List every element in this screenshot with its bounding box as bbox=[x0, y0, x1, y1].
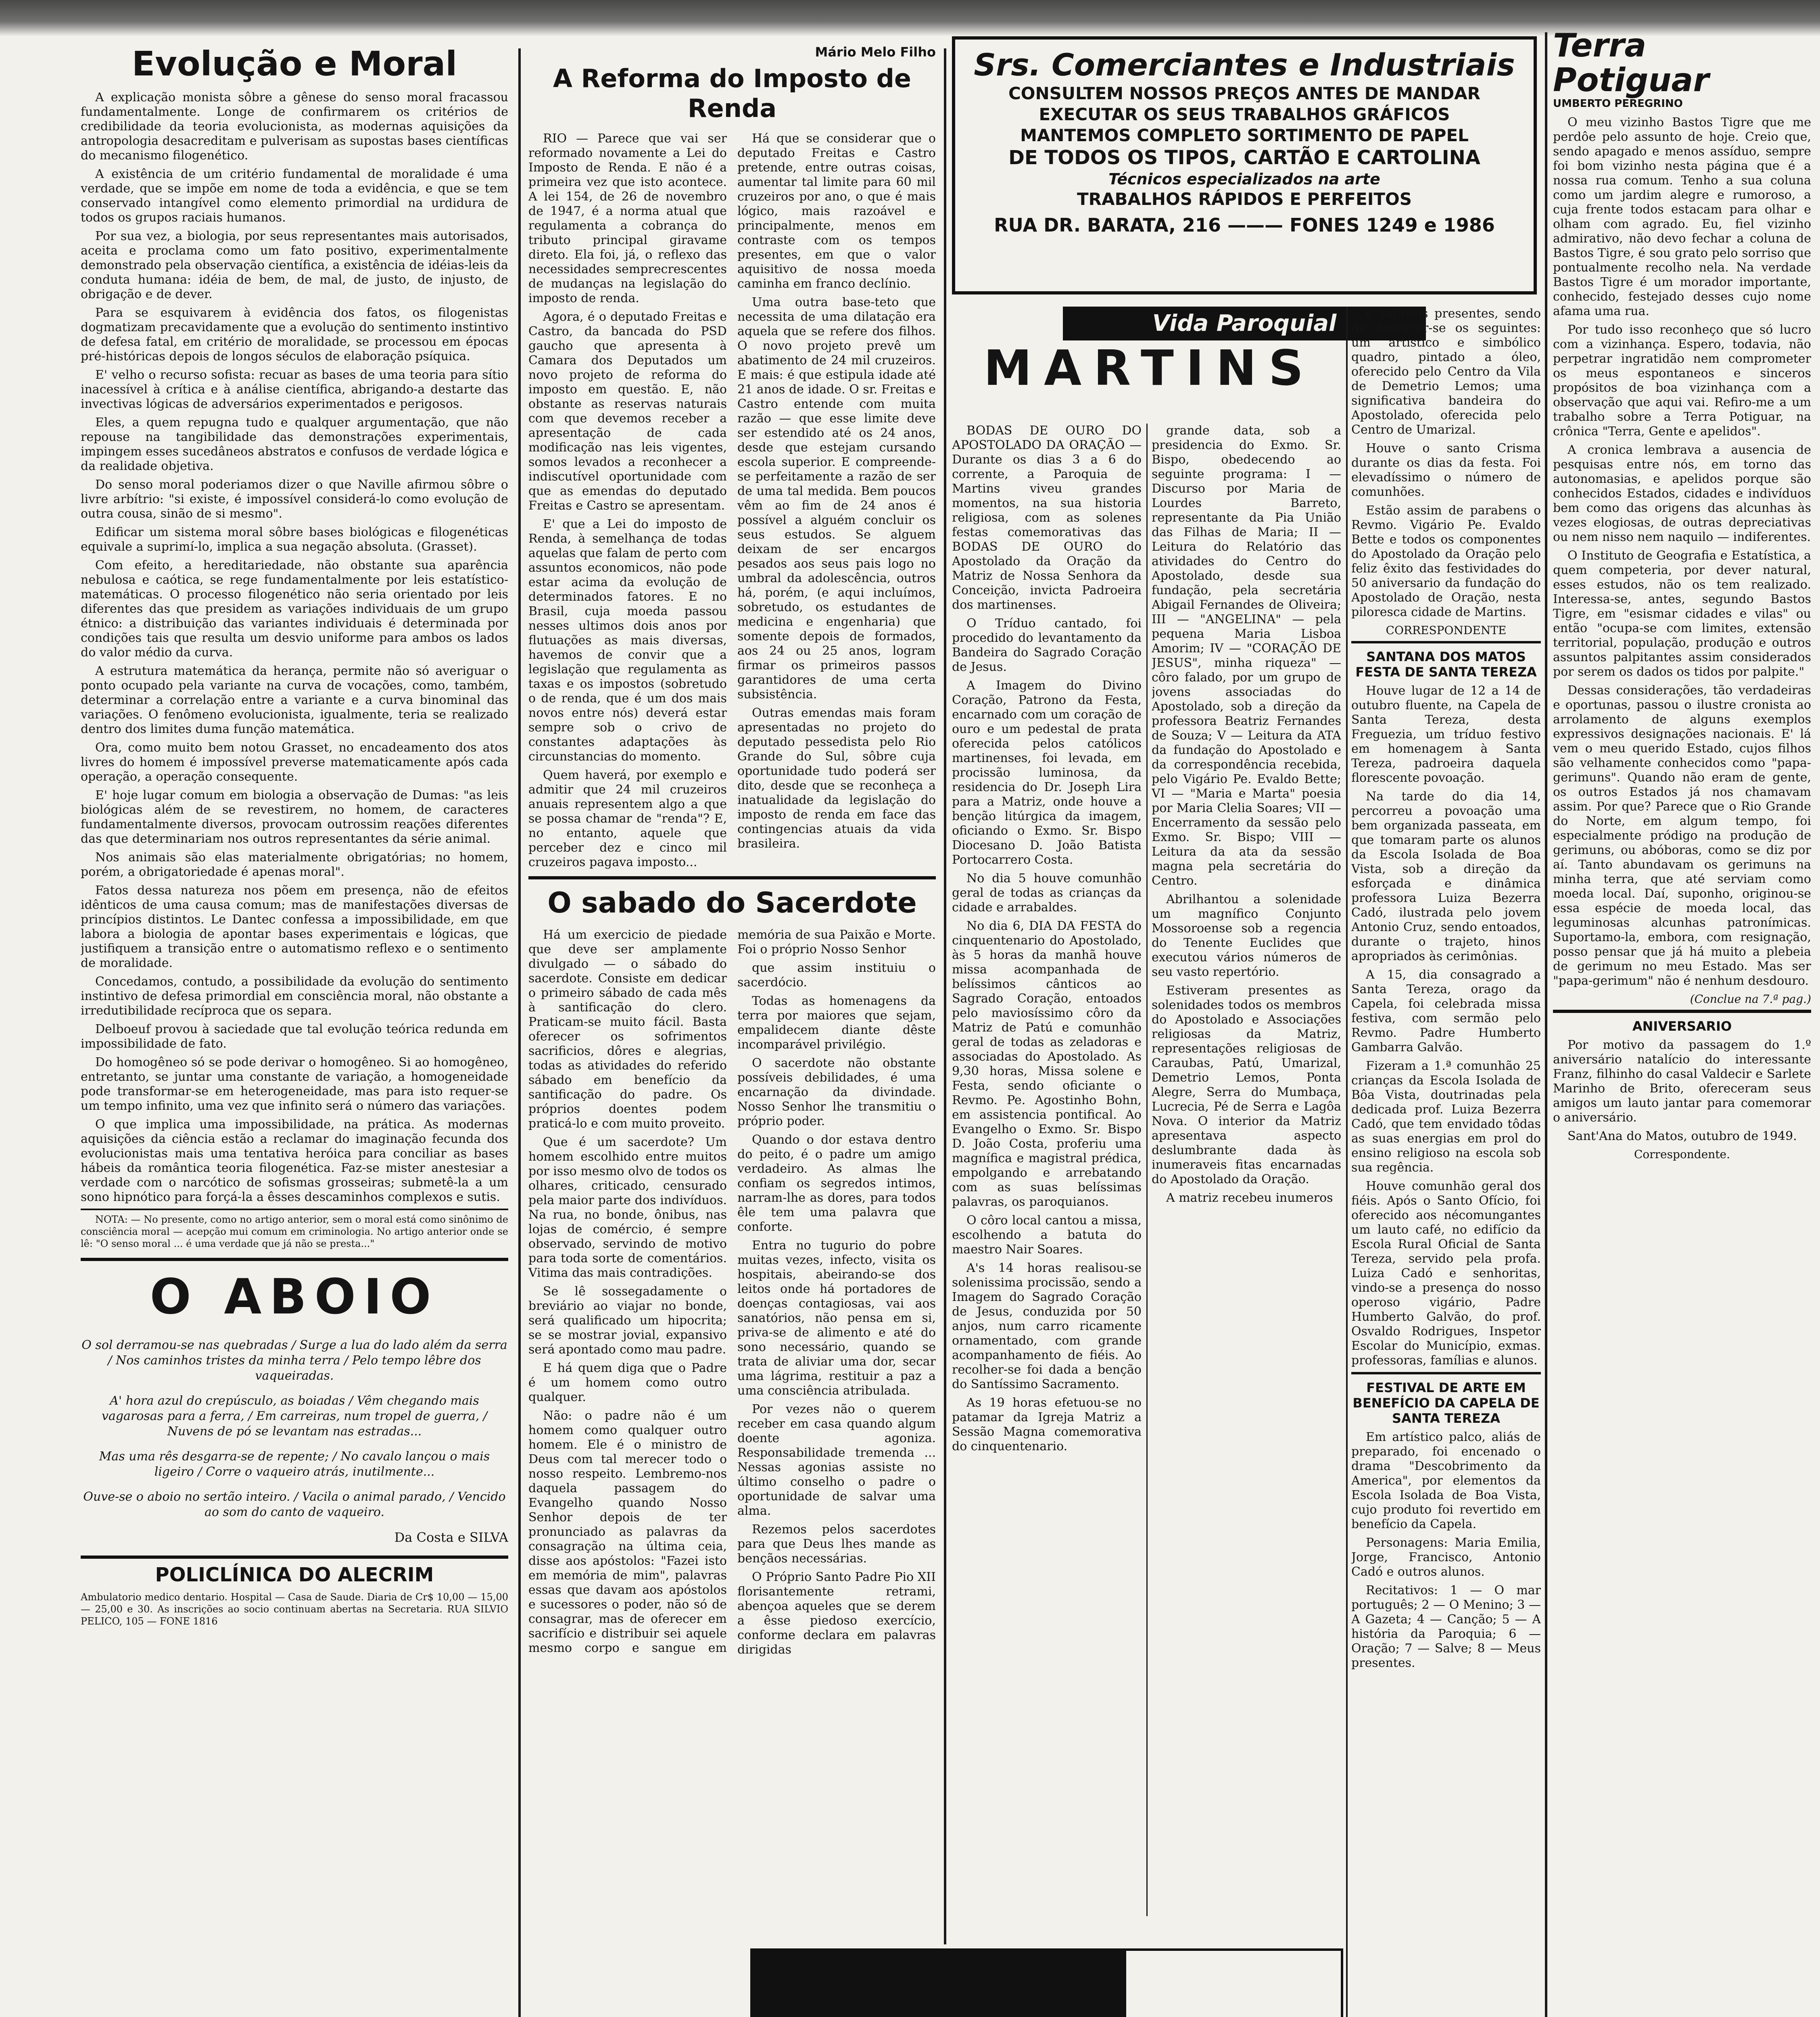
article-title-terra-potiguar: Terra Potiguar bbox=[1553, 28, 1709, 99]
paragraph: O sol derramou-se nas quebradas / Surge a lua do lado além da serra / Nos caminhos tristes da minha terra / Pelo tempo lêbre dos vaqueiradas. bbox=[81, 1338, 507, 1383]
paragraph: Na tarde do dia 14, percorreu a povoação uma bem organizada passeata, em que tomaram parte os alunos da Escola Isolada de Boa Vista, sob a direção da esforçada e dinâmica professora Luiza Bezerra Cadó, ilustrada pelo jovem Antonio Cruz, sendo entoados, durante o trajeto, hinos apropriados às cerimônias. bbox=[1351, 789, 1541, 963]
poem-author: Da Costa e SILVA bbox=[394, 1530, 508, 1545]
paragraph: Nos animais são elas materialmente obrigatórias; no homem, porém, a obrigatoriedade é apenas moral". bbox=[81, 850, 508, 879]
ad-separator: ——— bbox=[1227, 214, 1290, 236]
article-title-evolucao: Evolução e Moral bbox=[131, 44, 457, 84]
paragraph: E' velho o recurso sofista: recuar as bases de uma teoria para sítio inacessível à crítica e à análise científica, abrigando-a destarte das invectivas lógicas de adversários experimentados e perigosos. bbox=[81, 368, 508, 411]
paragraph: Que é um sacerdote? Um homem escolhido entre muitos por isso mesmo olvo de todos os olhares, criticado, censurado pela maior parte dos indivíduos. Na rua, no bonde, ônibus, nas lojas de comércio, é sempre observado, servindo de motivo para toda sorte de comentários. Vitima das mais contradições. bbox=[528, 1135, 727, 1280]
article-body-sabado bbox=[528, 928, 936, 1658]
byline-umberto: UMBERTO PEREGRINO bbox=[1553, 98, 1683, 110]
ad-line: Técnicos especializados na arte bbox=[1108, 170, 1380, 188]
paragraph: A matriz recebeu inumeros bbox=[1166, 1191, 1333, 1205]
article-title-aniversario: ANIVERSARIO bbox=[1632, 1019, 1732, 1034]
paragraph: Outras emendas mais foram apresentadas no projeto do deputado pessedista pelo Rio Grande do Sul, sôbre cuja oportunidade tudo poderá ser dito, desde que se reconheça a inatualidade da legislação do imposto de renda em face das contingencias atuais da vida brasileira. bbox=[737, 706, 936, 851]
paragraph: E' que a Lei do imposto de Renda, à semelhança de todas aquelas que falam de perto com assuntos economicos, não pode estar acima da evolução de determinados fatores. E no Brasil, cuja moeda passou nesses ultimos dois anos por flutuações as mais diversas, havemos de convir que a legislação que regulamenta as taxas e os impostos (sobretudo o de renda, que é um dos mais novos entre nós) deverá estar sempre sob o crivo de constantes adaptações às circunstancias do momento. bbox=[528, 517, 727, 764]
ad-address: RUA DR. BARATA, 216 bbox=[994, 214, 1221, 236]
paragraph: Agora, é o deputado Freitas e Castro, da bancada do PSD gaucho que apresenta à Camara dos Deputados um novo projeto de reforma do imposto em questão. E, não obstante as reservas naturais com que devemos receber a apresentação de cada modificação nas leis vigentes, somos levados a reconhecer a indiscutível oportunidade com que as emendas do deputado Freitas e Castro se apresentam. bbox=[528, 310, 727, 513]
paragraph: Rezemos pelos sacerdotes para que Deus lhes mande as bençãos necessárias. bbox=[737, 1522, 936, 1566]
masthead-strip bbox=[0, 0, 1820, 36]
article-body-festival bbox=[1351, 1430, 1541, 1670]
paragraph: Se lê sossegadamente o breviário ao viajar no bonde, será qualificado um hipocrita; se se mostrar jovial, expansivo será apontado como mau padre. bbox=[528, 1284, 727, 1357]
paragraph: O que implica uma impossibilidade, na prática. As modernas aquisições da ciência estão a reclamar do imaginação fecunda dos evolucionistas mais uma tentativa heróica para conciliar as bases hábeis da romântica teoria filogenética. Faz-se mister anestesiar a verdade com o narcótico de sofismas grosseiras; submetê-la a um sono hipnótico para forçá-la a êsses descaminhos complexos e sutis. bbox=[81, 1117, 508, 1204]
paragraph: Ora, como muito bem notou Grasset, no encadeamento dos atos livres do homem é impossível preverse matematicamente após cada operação, a operação consequente. bbox=[81, 741, 508, 784]
paragraph: A's 14 horas realisou-se solenissima procissão, sendo a Imagem do Sagrado Coração de Jesus, conduzida por 50 anjos, num carro ricamente ornamentado, com grande acompanhamento de fiéis. Ao recolher-se foi dada a benção do Santíssimo Sacramento. bbox=[952, 1261, 1142, 1391]
ad-phones: FONES 1249 e 1986 bbox=[1289, 214, 1495, 236]
divider bbox=[1351, 1372, 1541, 1374]
divider bbox=[81, 1556, 508, 1559]
paragraph: A estrutura matemática da herança, permite não só averiguar o ponto ocupado pela variante na curva de vocações, como, também, determinar a correlação entre a variante e a curva binominal das variações. O fenômeno evolucionista, igualmente, teria se realizado dentro dos limites duma função matemática. bbox=[81, 664, 508, 736]
paragraph: O meu vizinho Bastos Tigre que me perdôe pelo assunto de hoje. Creio que, sendo apagado e menos assíduo, sempre foi bom vizinho nesta página que é a nossa rua comum. Tenho a sua coluna como um jardim alegre e rumoroso, a cuja frente todos estacam para olhar e olham com agrado. Eu, fiel vizinho admirativo, não devo fechar a coluna de Bastos Tigre, é sou grato pelo sorriso que pontualmente recolho nela. Na verdade Bastos Tigre é um morador importante, conhecido, festejado desses cujo nome afama uma rua. bbox=[1553, 115, 1811, 318]
paragraph: Todas as homenagens da terra por maiores que sejam, empalidecem diante dêste incomparável privilégio. bbox=[737, 994, 936, 1052]
paragraph: Houve lugar de 12 a 14 de outubro fluente, na Capela de Santa Tereza, desta Freguezia, um tríduo festivo em homenagem à Santa Tereza, padroeira daquela florescente povoação. bbox=[1351, 684, 1541, 785]
paragraph: Por sua vez, a biologia, por seus representantes mais autorisados, aceita e proclama como um fato positivo, experimentalmente demonstrado pela observação científica, a existência de idéias-leis da conduta humana: idéia de bem, de mal, de justo, de injusto, de obrigação e de dever. bbox=[81, 229, 508, 301]
paragraph: grande data, sob a presidencia do Exmo. Sr. Bispo, obedecendo ao seguinte programa: I — Discurso por Maria de Lourdes Barreto, representante da Pia União das Filhas de Maria; II — Leitura do Relatório das atividades do Centro do Apostolado, desde sua fundação, pela secretária Abigail Fernandes de Oliveira; III — "ANGELINA" — pela pequena Maria Lisboa Amorim; IV — "CORAÇÃO DE JESUS", minha riqueza" — côro falado, por um grupo de jovens associadas do Apostolado, sob a direção da professora Beatriz Fernandes de Souza; V — Leitura da ATA da fundação do Apostolado e da correspondência recebida, pelo Vigário Pe. Evaldo Bette; VI — "Maria e Marta" poesia por Maria Clelia Soares; VII — Encerramento da sessão pelo Exmo. Sr. Bispo; VIII — Leitura da ata da sessão magna pela secretária do Centro. bbox=[1152, 424, 1341, 888]
paragraph: Por vezes não o querem receber em casa quando algum doente agoniza. Responsabilidade tremenda ... Nessas agonias assiste no último conselho o padre o oportunidade de salvar uma alma. bbox=[737, 1402, 936, 1518]
paragraph: A 15, dia consagrado a Santa Tereza, orago da Capela, foi celebrada missa festiva, com sermão pelo Revmo. Padre Humberto Gambarra Galvão. bbox=[1351, 968, 1541, 1054]
paragraph: Por motivo da passagem do 1.º aniversário natalício do interessante Franz, filhinho do casal Valdecir e Sarlete Marinho de Brito, ofereceram seus amigos um lauto jantar para comemorar o aniversário. bbox=[1553, 1038, 1811, 1125]
ad-pomada-minancora bbox=[750, 1948, 1343, 2017]
divider bbox=[1553, 1010, 1811, 1013]
paragraph: Houve o santo Crisma durante os dias da festa. Foi elevadíssimo o número de comunhões. bbox=[1351, 441, 1541, 499]
paragraph: Por tudo isso reconheço que só lucro com a vizinhança. Espero, todavia, não perpetrar ingratidão nem comprometer os meus espontaneos e sinceros propósitos de boa vizinhança com a observação que aqui vai. Refiro-me a um trabalho sobre a Terra Potiguar, na crônica "Terra, Gente e apelidos". bbox=[1553, 323, 1811, 438]
paragraph: E' hoje lugar comum em biologia a observação de Dumas: "as leis biológicas além de se revestirem, no homem, de caracteres fundamentalmente diversos, provocam outrossim reações diferentes das que determinariam nos outros representantes da série animal. bbox=[81, 788, 508, 846]
paragraph: O Próprio Santo Padre Pio XII florisantemente retrami, abençoa aqueles que se derem a êsse piedoso exercício, conforme declara em palavras dirigidas bbox=[737, 1570, 936, 1657]
column-c bbox=[1351, 307, 1541, 2017]
paragraph: Edificar um sistema moral sôbre bases biológicas e filogenéticas equivale a suprimí-lo, implica a sua negação absoluta. (Grasset). bbox=[81, 525, 508, 554]
paragraph: Entra no tugurio do pobre muitas vezes, infecto, visita os hospitais, abeirando-se dos leitos onde há portadores de doenças contagiosas, vai aos sanatórios, não pensa em si, priva-se de alimento e até do sono necessário, quando se trata de aliviar uma dor, secar uma lágrima, restituir a paz a uma consciência atribulada. bbox=[737, 1238, 936, 1398]
paragraph: E há quem diga que o Padre é um homem como outro qualquer. bbox=[528, 1361, 727, 1404]
ad-line: DE TODOS OS TIPOS, CARTÃO E CARTOLINA bbox=[1008, 146, 1480, 169]
ad-line: EXECUTAR OS SEUS TRABALHOS GRÁFICOS bbox=[1039, 104, 1450, 124]
poem-title-aboio: O ABOIO bbox=[150, 1269, 439, 1325]
paragraph: A Imagem do Divino Coração, Patrono da Festa, encarnado com um coração de ouro e um pedestal de prata oferecida pelos católicos martinenses, foi levada, em procissão luminosa, da residencia do Dr. Joseph Lira para a Matriz, onde houve a benção litúrgica da imagem, oficiando o Exmo. Sr. Bispo Diocesano D. João Batista Portocarrero Costa. bbox=[952, 679, 1142, 867]
column-reforma bbox=[528, 44, 936, 2017]
article-note: NOTA: — No presente, como no artigo anterior, sem o moral está como sinônimo de consciência moral — acepção mui comum em criminologia. No artigo anterior onde se lê: "O senso moral ... é uma verdade que já não se presta..." bbox=[81, 1209, 508, 1250]
paragraph: Há que se considerar que o deputado Freitas e Castro pretende, entre outras coisas, aumentar tal limite para 60 mil cruzeiros por ano, o que é mais lógico, mais razoável e principalmente, menos em contraste com os tempos presentes, em que o valor aquisitivo de nossa moeda caminha em franco declínio. bbox=[737, 132, 936, 291]
paragraph: Fizeram a 1.ª comunhão 25 crianças da Escola Isolada de Bôa Vista, doutrinadas pela dedicada prof. Luiza Bezerra Cadó, que tem envidado tôdas as suas energias em prol do ensino religioso na escola sob sua regência. bbox=[1351, 1059, 1541, 1175]
paragraph: Não: o padre não é um homem como qualquer outro homem. Ele é o ministro de Deus com tal merecer todo o nosso respeito. Lembremo-nos daquela passagem do Evangelho quando Nosso Senhor depois de ter pronunciado as palavras da consagração na última ceia, disse aos apóstolos: "Fazei isto em memória de mim", palavras essas que davam aos apóstolos e sucessores o poder, não só de consagrar, mas de oferecer em sacrifício e distribuir sei aquele mesmo corpo e sangue em memória de sua Paixão e Morte. Foi o próprio Nosso Senhor bbox=[528, 928, 936, 1655]
ad-graphic-services bbox=[952, 36, 1537, 294]
paragraph: Quando o dor estava dentro do peito, é o padre um amigo verdadeiro. As almas lhe confiam os segredos intimos, narram-lhe as dores, para todos êle tem uma palavra que conforte. bbox=[737, 1133, 936, 1234]
column-rule bbox=[1346, 307, 1348, 2017]
paragraph: O Instituto de Geografia e Estatística, a quem competeria, por dever natural, esses estudos, não os tem realizado. Interessa-se, antes, segundo Bastos Tigre, em "esismar cidades e vilas" ou então "ocupa-se com limites, extensão territorial, população, produção e outros assuntos palpitantes assim considerados por serem os dados os tidos por palpite." bbox=[1553, 549, 1811, 679]
divider bbox=[1351, 641, 1541, 643]
divider bbox=[81, 1258, 508, 1261]
paragraph: Estão assim de parabens o Revmo. Vigário Pe. Evaldo Bette e todos os componentes do Apostolado da Oração pelo feliz êxito das festividades do 50 aniversario da fundação do Apostolado de Oração, nesta piloresca cidade de Martins. bbox=[1351, 503, 1541, 619]
ad-line: MANTEMOS COMPLETO SORTIMENTO DE PAPEL bbox=[1020, 125, 1469, 145]
paragraph: BODAS DE OURO DO APOSTOLADO DA ORAÇÃO — Durante os dias 3 a 6 do corrente, a Paroquia de Martins viveu grandes momentos, na sua historia religiosa, com as solenes festas comemorativas das BODAS DE OURO do Apostolado da Oração da Matriz de Nossa Senhora da Conceição, invicta Padroeira dos martinenses. bbox=[952, 424, 1142, 612]
martins-col-b bbox=[1152, 424, 1341, 1916]
paragraph: Com efeito, a hereditariedade, não obstante sua aparência nebulosa e caótica, se rege fundamentalmente por leis estatístico-matemáticas. O processo filogenético não seria orientado por leis diferentes das que presidem as variações individuais de um grupo étnico: a distribuição das variantes individuais é determinada por condições tais que resulta um desvio uniforme para ambos os lados do valor médio da curva. bbox=[81, 558, 508, 660]
paragraph: No dia 6, DIA DA FESTA do cinquentenario do Apostolado, às 5 horas da manhã houve missa acompanhada de belíssimos cânticos ao Sagrado Coração, entoados pelo maviosíssimo côro da Matriz de Patú e comunhão geral de todas as zeladoras e associadas do Apostolado. As 9,30 horas, Missa solene e Festa, sendo oficiante o Revmo. Pe. Agostinho Bohn, em assistencia pontifical. Ao Evangelho o Exmo. Sr. Bispo D. João Costa, proferiu uma magnífica e magistral prédica, empolgando e arrebatando com as suas belíssimas palavras, os paroquianos. bbox=[952, 919, 1142, 1209]
paragraph: Do senso moral poderiamos dizer o que Naville afirmou sôbre o livre arbítrio: "si existe, é impossível considerá-lo como evolução de outra cousa, sinão de si mesmo". bbox=[81, 478, 508, 521]
ad-line: CONSULTEM NOSSOS PREÇOS ANTES DE MANDAR bbox=[1008, 84, 1481, 103]
paragraph: Do homogêneo só se pode derivar o homogêneo. Si ao homogêneo, entretanto, se juntar uma constante de variação, a homogeneidade pode transformar-se em heterogeneidade, mas para isto requer-se um tempo infinito, uma vez que infinito será o número das variações. bbox=[81, 1055, 508, 1113]
clinic-title: POLICLÍNICA DO ALECRIM bbox=[155, 1564, 434, 1586]
column-rule bbox=[518, 48, 521, 2017]
martins-col-c bbox=[1351, 307, 1541, 620]
poem-body bbox=[81, 1338, 508, 1520]
paragraph: Recitativos: 1 — O mar português; 2 — O Menino; 3 — A Gazeta; 4 — Canção; 5 — A história da Paroquia; 6 — Oração; 7 — Salve; 8 — Meus presentes. bbox=[1351, 1583, 1541, 1670]
column-evolucao bbox=[81, 44, 508, 2017]
paragraph: Estiveram presentes as solenidades todos os membros do Apostolado e Associações religiosas da Matriz, representações religiosas de Caraubas, Patú, Umarizal, Demetrio Lemos, Ponta Alegre, Serra do Mumbaça, Lucrecia, Pé de Serra e Lagôa Nova. O interior da Matriz apresentava aspecto deslumbrante dada às inumeraveis fitas encarnadas do Apostolado da Oração. bbox=[1152, 983, 1341, 1186]
paragraph: Fatos dessa natureza nos põem em presença, não de efeitos idênticos de uma causa comum; mas de manifestações diversas de princípios distintos. Le Dantec confessa a impossibilidade, em que labora a biologia de apontar bases experimentais e lógicas, que justifiquem a transição entre o automatismo reflexo e o sentimento de moralidade. bbox=[81, 883, 508, 970]
article-body-evolucao bbox=[81, 90, 508, 1205]
article-title-festival: FESTIVAL DE ARTE EM BENEFÍCIO DA CAPELA DE SANTA TEREZA bbox=[1352, 1380, 1540, 1426]
paragraph: O sacerdote não obstante possíveis debilidades, é uma encarnação da divindade. Nosso Senhor lhe transmitiu o próprio poder. bbox=[737, 1056, 936, 1128]
paragraph: Uma outra base-teto que necessita de uma dilatação era aquela que se refere dos filhos. O novo projeto prevê um abatimento de 24 mil cruzeiros. E mais: é que estipula idade até 21 anos de idade. O sr. Freitas e Castro entende com muita razão — que esse limite deve ser estendido até os 24 anos, desde que estejam cursando escola superior. E compreende-se perfeitamente a razão de ser de uma tal medida. Bem poucos vêm ao fim de 24 anos é possível a alguém concluir os seus estudos. Se alguem deixam de ser encargos pesados aos seus pais logo no umbral da adolescência, outros há, porém, (e aqui incluímos, sobretudo, os estudantes de medicina e engenharia) que somente depois de formados, aos 24 ou 25 anos, logram firmar os primeiros passos garantidores de uma certa subsistência. bbox=[737, 295, 936, 702]
paragraph: A existência de um critério fundamental de moralidade é uma verdade, que se impõe em nome de toda a evidência, e que se tem conservado intangível como elemento primordial na urdidura de todos os grupos raciais humanos. bbox=[81, 167, 508, 225]
column-rule bbox=[944, 48, 946, 1944]
paragraph: Quem haverá, por exemplo e admitir que 24 mil cruzeiros anuais representem algo a que se possa chamar de "renda"? E, no entanto, aquele que perceber dez e cinco mil cruzeiros pagava imposto... bbox=[528, 768, 727, 869]
paragraph: As 19 horas efetuou-se no patamar da Igreja Matriz a Sessão Magna comemorativa do cinquentenario. bbox=[952, 1396, 1142, 1453]
paragraph: Há um exercicio de piedade que deve ser amplamente divulgado — o sábado do sacerdote. Consiste em dedicar o primeiro sábado de cada mês à santificação do clero. Praticam-se muito fácil. Basta oferecer os sofrimentos sacrificios, dôres e alegrias, todas as atividades do referido sábado em benefício da santificação do padre. Os próprios doentes podem praticá-lo e com muito proveito. bbox=[528, 928, 727, 1131]
section-banner-vida-paroquial: Vida Paroquial bbox=[1063, 307, 1426, 340]
article-title-santana: SANTANA DOS MATOS FESTA DE SANTA TEREZA bbox=[1355, 649, 1537, 680]
paragraph: Delboeuf provou à saciedade que tal evolução teórica redunda em impossibilidade de fato. bbox=[81, 1022, 508, 1051]
column-rule bbox=[1146, 424, 1148, 1916]
paragraph: Houve comunhão geral dos fiéis. Após o Santo Ofício, foi oferecido aos nécomungantes um lauto café, no edifício da Escola Rural Oficial de Santa Tereza, servido pela profa. Luiza Cadó e senhoritas, vindo-se a presença do nosso operoso vigário, Padre Humberto Galvão, do prof. Osvaldo Rodrigues, Inspetor Escolar do Município, exmas. professoras, famílias e alunos. bbox=[1351, 1179, 1541, 1368]
ad-brand-block bbox=[753, 1951, 1124, 2017]
paragraph: Concedamos, contudo, a possibilidade da evolução do sentimento instintivo de defesa primordial em consciência moral, não obstante a irredutibilidade recíproca que os separa. bbox=[81, 975, 508, 1018]
paragraph: A' hora azul do crepúsculo, as boiadas / Vêm chegando mais vagarosas para a ferra, / Em carreiras, num tropel de guerra, / Nuvens de pó se levantam nas estradas... bbox=[102, 1394, 487, 1439]
article-body-santana bbox=[1351, 684, 1541, 1368]
paragraph: A cronica lembrava a ausencia de pesquisas entre nós, em torno das autonomasias, e apelidos porque são conhecidos Estados, cidades e indivíduos bem como das origens das alcunhas às vezes elogiosas, de outras depreciativas ou nem nisso nem naquilo — indiferentes. bbox=[1553, 443, 1811, 544]
paragraph: O côro local cantou a missa, escolhendo a batuta do maestro Nair Soares. bbox=[952, 1213, 1142, 1257]
martins-signature: CORRESPONDENTE bbox=[1386, 624, 1507, 637]
paragraph: Dessas considerações, tão verdadeiras e oportunas, passou o ilustre cronista ao arrolamento de alguns exemplos expressivos designações nacionais. E' lá vem o meu querido Estado, cujos filhos são velhamente conhecidos como "papa-gerimuns". Quando não eram de gente, os outros Estados já nos chamavam assim. Por que? Parece que o Rio Grande do Norte, em algum tempo, foi especialmente pródigo na produção de gerimuns, ou abóboras, como se diz por aí. Tanto abundavam os gerimuns na minha terra, que até serviam como moeda local. Daí, suponho, originou-se essa espécie de moeda local, das leguminosas alcunhas patronímicas. Suportamo-la, embora, com resignação, posso pensar que já há muito a plebeia de gerimum no meu Estado. Mas ser "papa-gerimum" não é nenhum desdouro. bbox=[1553, 683, 1811, 988]
column-rule bbox=[1545, 32, 1547, 2017]
paragraph: O Tríduo cantado, foi procedido do levantamento da Bandeira do Sagrado Coração de Jesus. bbox=[952, 616, 1142, 674]
ad-headline: Srs. Comerciantes e Industriais bbox=[974, 47, 1515, 83]
paragraph: Mas uma rês desgarra-se de repente; / No cavalo lançou o mais ligeiro / Corre o vaqueiro atrás, inutilmente... bbox=[99, 1449, 490, 1479]
column-terra-potiguar bbox=[1553, 28, 1811, 2017]
paragraph: RIO — Parece que vai ser reformado novamente a Lei do Imposto de Renda. E não é a primeira vez que isto acontece. A lei 154, de 26 de novembro de 1947, é a norma atual que regulamenta a cobrança do tributo principal giravame direto. Ela foi, já, o reflexo das necessidades semprecrescentes de mudanças na legislação do imposto de renda. bbox=[528, 132, 727, 305]
paragraph: Personagens: Maria Emilia, Jorge, Francisco, Antonio Cadó e outros alunos. bbox=[1351, 1536, 1541, 1579]
article-title-martins: MARTINS bbox=[983, 340, 1316, 397]
paragraph: Para se esquivarem à evidência dos fatos, os filogenistas dogmatizam precavidamente que a evolução do sentimento instintivo de defesa fatal, em critério de moralidade, se processou em épocas pré-históricas depois de longos séculos de elaboração psíquica. bbox=[81, 306, 508, 363]
paragraph: A explicação monista sôbre a gênese do senso moral fracassou fundamentalmente. Longe de confirmarem os critérios de credibilidade da teoria evolucionista, as modernas aquisições da antropologia desacreditam e pulverisam as supostas bases científicas do mecanismo filogenético. bbox=[81, 90, 508, 163]
paragraph: e valiosos presentes, sendo de destacar-se os seguintes: um artístico e simbólico quadro, pintado a óleo, oferecido pelo Centro da Vila de Demetrio Lemos; uma significativa bandeira do Apostolado, oferecida pelo Centro de Umarizal. bbox=[1351, 307, 1541, 437]
article-body-reforma bbox=[528, 132, 936, 870]
divider bbox=[528, 876, 936, 879]
paragraph: que assim instituiu o sacerdócio. bbox=[737, 961, 936, 990]
paragraph: Sant'Ana do Matos, outubro de 1949. bbox=[1567, 1129, 1797, 1143]
aniversario-signature: Correspondente. bbox=[1634, 1148, 1730, 1161]
paragraph: Abrilhantou a solenidade um magnífico Conjunto Mossoroense sob a regencia do Tenente Euclides que executou vários números de seu vasto repertório. bbox=[1152, 892, 1341, 979]
ad-address-line bbox=[965, 213, 1524, 237]
ad-uses bbox=[1124, 1951, 1341, 2017]
article-body-terra bbox=[1553, 115, 1811, 988]
paragraph: Ouve-se o aboio no sertão inteiro. / Vacila o animal parado, / Vencido ao som do canto de vaqueiro. bbox=[83, 1490, 506, 1519]
article-title-reforma: A Reforma do Imposto de Renda bbox=[553, 64, 911, 123]
continued-note: (Conclue na 7.ª pag.) bbox=[1690, 992, 1811, 1006]
article-title-sabado: O sabado do Sacerdote bbox=[547, 886, 917, 919]
paragraph: Em artístico palco, aliás de preparado, foi encenado o drama "Descobrimento da America", por elementos da Escola Isolada de Boa Vista, cujo produto foi revertido em benefício da Capela. bbox=[1351, 1430, 1541, 1531]
clinic-text: Ambulatorio medico dentario. Hospital — Casa de Saude. Diaria de Cr$ 10,00 — 15,00 — 25,00 e 30. As inscrições ao socio continuam abertas na Secretaria. RUA SILVIO PELICO, 105 — FONE 1816 bbox=[81, 1591, 508, 1627]
paragraph: Eles, a quem repugna tudo e qualquer argumentação, que não repouse na tangibilidade das demonstrações experimentais, impingem esses sucedâneos abstratos e confusos de verdade lógica e da realidade objetiva. bbox=[81, 416, 508, 473]
byline-mario-melo: Mário Melo Filho bbox=[815, 44, 936, 60]
ad-line: TRABALHOS RÁPIDOS E PERFEITOS bbox=[1077, 189, 1412, 209]
martins-col-a bbox=[952, 424, 1142, 1916]
paragraph: No dia 5 houve comunhão geral de todas as crianças da cidade e arrabaldes. bbox=[952, 871, 1142, 915]
article-body-aniversario bbox=[1553, 1038, 1811, 1144]
